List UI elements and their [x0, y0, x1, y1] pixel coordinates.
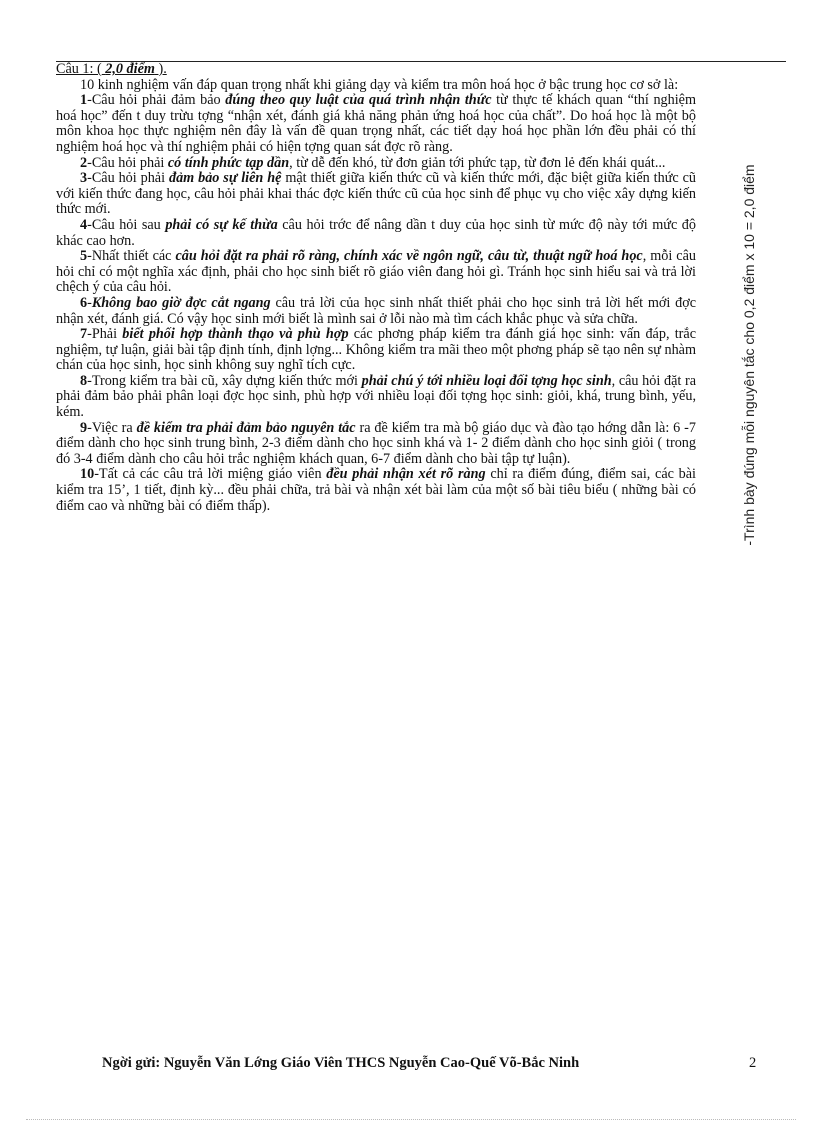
scoring-note-text: -Trình bày đúng mỗi nguyên tắc cho 0,2 điểm x 10 = 2,0 điểm — [741, 164, 757, 546]
bottom-divider — [26, 1119, 796, 1120]
principle-text: chỉ ra điểm đúng, điểm sai, các bài kiểm tra 15’, 1 tiết, định kỳ... đều phải chữa, trả bài và nhận xét bài làm của một số bài tiêu biểu ( những bài có điểm cao và những bài có điểm thấp). — [56, 466, 697, 514]
principle-item — [56, 249, 696, 296]
answer-body — [56, 62, 696, 514]
principle-text: -Câu hỏi phải — [87, 154, 168, 171]
principle-emphasis: đảm bảo sự liên hệ — [168, 170, 282, 187]
principle-item — [56, 467, 696, 514]
principle-text: -Trong kiểm tra bài cũ, xây dựng kiến thức mới — [87, 372, 362, 389]
principle-item — [56, 421, 696, 468]
principle-number: 9 — [80, 419, 88, 436]
principle-number: 5 — [80, 248, 88, 265]
principle-emphasis: câu hỏi đặt ra phải rõ ràng, chính xác về ngôn ngữ, câu từ, thuật ngữ hoá học — [175, 248, 643, 265]
principle-text: -Việc ra — [87, 419, 137, 436]
principle-emphasis: có tính phức tạp dần — [167, 154, 290, 171]
principle-item — [56, 171, 696, 218]
intro-paragraph: 10 kinh nghiệm vấn đáp quan trọng nhất khi giảng dạy và kiểm tra môn hoá học ở bậc trung học cơ sở là: — [80, 76, 679, 93]
principle-text: -Câu hỏi sau — [87, 216, 166, 233]
principle-number: 3 — [80, 170, 88, 187]
principle-text: -Câu hỏi phải — [87, 170, 169, 187]
question-title: Câu 1: ( 2,0 điểm ). — [56, 61, 167, 77]
principle-text: các phơng pháp kiểm tra đánh giá học sinh: vấn đáp, trắc nghiệm, tự luận, giải bài tập định tính, định lợng... Không kiểm tra mãi theo một phơng pháp sẽ tạo nên sự nhàm chán của học sinh, học sinh không suy nghĩ tích cực. — [56, 326, 696, 374]
principle-item — [56, 374, 696, 421]
principle-emphasis: phải chú ý tới nhiều loại đối tợng học sinh — [361, 372, 612, 389]
principle-number: 4 — [80, 216, 88, 233]
principle-item — [56, 218, 696, 249]
principle-text: , từ dễ đến khó, từ đơn giản tới phức tạp, từ đơn lẻ đến khái quát... — [289, 154, 666, 171]
principle-number: 7 — [80, 326, 88, 343]
principle-item — [56, 156, 696, 172]
principle-number: 10 — [80, 466, 95, 483]
principle-number: 1 — [80, 92, 88, 109]
principle-emphasis: phải có sự kế thừa — [165, 216, 278, 233]
principle-text: , câu hỏi đặt ra phải đảm bảo phải phân loại đợc học sinh, phù hợp với nhiều loại đối tợng học sinh: giỏi, khá, trung bình, yếu, kém. — [56, 372, 696, 421]
principle-text: -Tất cả các câu trả lời miệng giáo viên — [94, 466, 327, 483]
principle-text: câu hỏi trớc để nâng dần t duy của học sinh từ mức độ này tới mức độ khác cao hơn. — [56, 216, 696, 249]
principle-number: 6 — [80, 294, 88, 311]
principle-emphasis: đề kiểm tra phải đảm bảo nguyên tắc — [136, 419, 356, 436]
principle-emphasis: đúng theo quy luật của quá trình nhận thức — [225, 92, 492, 109]
principle-text: mật thiết giữa kiến thức cũ và kiến thức mới, đặc biệt giữa kiến thức cũ với kiến thức đang học, câu hỏi phải khai thác đợc kiến thức cũ của học sinh để phục vụ cho việc xây dựng kiến thức mới. — [56, 170, 697, 218]
principle-text: - — [87, 294, 92, 311]
principle-item — [56, 93, 696, 155]
principle-item — [56, 296, 696, 327]
principle-text: -Nhất thiết các — [87, 248, 176, 265]
page-number: 2 — [749, 1055, 757, 1071]
principle-text: , mỗi câu hỏi chỉ có một nghĩa xác định, phải cho học sinh biết rõ giáo viên đang hỏi gì. Tránh học sinh hiểu sai và trả lời chệch ý của câu hỏi. — [56, 248, 696, 296]
principle-number: 8 — [80, 372, 88, 389]
scoring-note — [738, 122, 760, 588]
principle-emphasis: đều phải nhận xét rõ ràng — [326, 466, 486, 483]
principle-emphasis: biết phối hợp thành thạo và phù hợp — [122, 326, 349, 343]
principle-text: câu trả lời của học sinh nhất thiết phải cho học sinh trả lời hết mới đợc nhận xét, đánh giá. Có vậy học sinh mới biết là mình sai ở lỗi nào mà tìm cách khắc phục và sửa chữa. — [56, 294, 696, 327]
principle-text: -Phải — [87, 326, 123, 343]
question-points: 2,0 điểm — [105, 61, 155, 77]
principle-emphasis: Không bao giờ đợc cắt ngang — [91, 294, 271, 311]
footer-sender: Ngời gửi: Nguyễn Văn Lớng Giáo Viên THCS Nguyễn Cao-Quế Võ-Bắc Ninh — [102, 1055, 580, 1071]
principle-text: -Câu hỏi phải đảm bảo — [87, 92, 226, 109]
principle-number: 2 — [80, 154, 88, 171]
principle-text: từ thực tế khách quan “thí nghiệm hoá học” đến t duy trừu tợng “nhận xét, đánh giá khả năng phản ứng hoá học của chất”. Do hoá học là một bộ môn khoa học thực nghiệm nên đây là vấn đề quan trọng nhất, các tiết dạy hoá học phần lớn đều phải có thí nghiệm hoá học và thí nghiệm phải có hiện tợng quan sát đợc rõ ràng. — [56, 92, 697, 155]
principle-text: ra đề kiểm tra mà bộ giáo dục và đào tạo hớng dẫn là: 6 -7 điểm dành cho học sinh trung bình, 2-3 điểm dành cho học sinh khá và 1- 2 điểm dành cho học sinh giỏi ( trong đó 3-4 điểm dành cho câu hỏi trắc nghiệm khách quan, 6-7 điểm dành cho bài tập tự luận). — [56, 419, 697, 467]
principle-list — [56, 93, 696, 514]
principle-item — [56, 327, 696, 374]
